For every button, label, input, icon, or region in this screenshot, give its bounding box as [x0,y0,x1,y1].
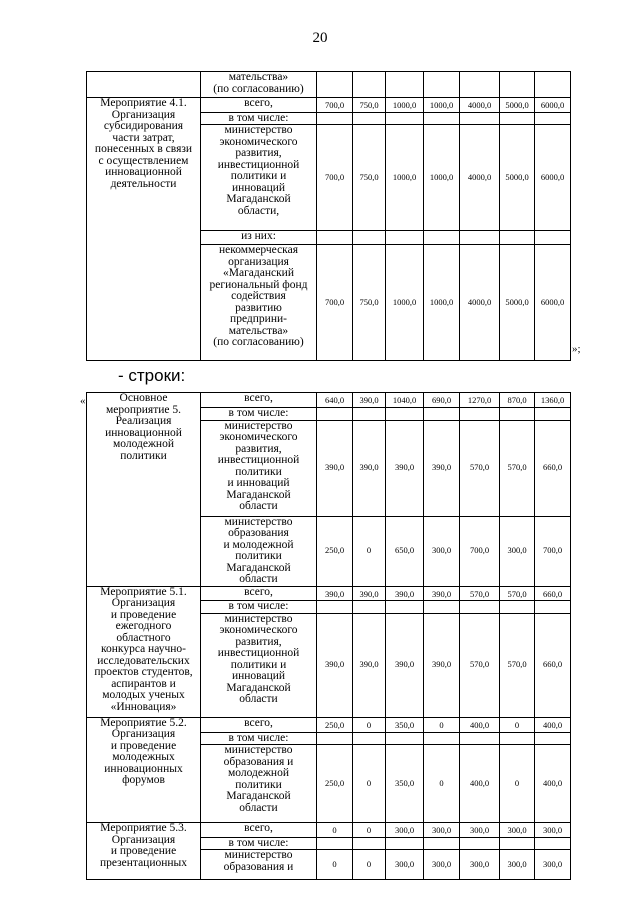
value-cell [424,112,460,125]
executor-cell: министерство образования и [201,850,317,880]
value-cell [460,837,500,850]
value-cell: 0 [353,745,386,823]
value-cell: 390,0 [353,586,386,601]
value-cell: 1000,0 [424,125,460,231]
value-cell [500,601,535,614]
value-cell: 350,0 [386,717,424,732]
activity-name-cell [87,72,201,98]
value-cell [317,837,353,850]
value-cell: 1000,0 [424,245,460,361]
value-cell: 0 [353,823,386,838]
value-cell [353,408,386,421]
value-cell [317,408,353,421]
value-cell [535,601,571,614]
executor-cell: всего, [201,586,317,601]
value-cell: 570,0 [460,420,500,516]
value-cell: 570,0 [500,613,535,717]
value-cell [500,112,535,125]
table-row [87,717,571,732]
value-cell: 390,0 [386,586,424,601]
value-cell: 1040,0 [386,393,424,408]
value-cell [317,231,353,245]
value-cell: 6000,0 [535,245,571,361]
value-cell: 390,0 [317,586,353,601]
value-cell: 350,0 [386,745,424,823]
value-cell: 700,0 [460,516,500,586]
value-cell: 750,0 [353,245,386,361]
executor-cell: в том числе: [201,837,317,850]
value-cell: 390,0 [386,420,424,516]
value-cell [535,231,571,245]
value-cell: 570,0 [500,586,535,601]
closing-quote-mark: »; [572,343,581,355]
value-cell: 700,0 [535,516,571,586]
value-cell: 300,0 [500,516,535,586]
value-cell: 660,0 [535,586,571,601]
value-cell: 300,0 [500,823,535,838]
value-cell [424,72,460,98]
activity-name-cell: Мероприятие 5.2. Организация и проведение молодежных инновационных форумов [87,717,201,823]
value-cell [353,601,386,614]
value-cell: 700,0 [317,98,353,113]
value-cell: 400,0 [535,745,571,823]
value-cell [317,601,353,614]
value-cell: 660,0 [535,420,571,516]
value-cell: 390,0 [353,393,386,408]
value-cell: 6000,0 [535,125,571,231]
value-cell [386,112,424,125]
value-cell [424,601,460,614]
value-cell [386,72,424,98]
value-cell: 6000,0 [535,98,571,113]
table-row [87,98,571,113]
value-cell: 400,0 [460,745,500,823]
executor-cell: министерство образования и молодежной политики Магаданской области [201,516,317,586]
executor-cell: в том числе: [201,601,317,614]
value-cell: 390,0 [317,613,353,717]
value-cell: 570,0 [500,420,535,516]
value-cell: 0 [317,823,353,838]
executor-cell: всего, [201,98,317,113]
value-cell [460,408,500,421]
value-cell: 390,0 [317,420,353,516]
value-cell [386,231,424,245]
value-cell: 750,0 [353,125,386,231]
value-cell [386,408,424,421]
value-cell: 1000,0 [424,98,460,113]
table-row [87,393,571,408]
value-cell: 0 [353,516,386,586]
value-cell [317,732,353,745]
value-cell [424,408,460,421]
section-heading: - строки: [118,366,186,385]
value-cell: 4000,0 [460,125,500,231]
value-cell: 1000,0 [386,98,424,113]
value-cell: 0 [353,717,386,732]
activity-name-cell: Мероприятие 5.3. Организация и проведение презентационных [87,823,201,880]
bottom-table [86,392,571,880]
executor-cell: некоммерческая организация «Магаданский региональный фонд содействия развитию предприни- мательства» (по согласованию) [201,245,317,361]
executor-cell: всего, [201,823,317,838]
opening-quote-mark: « [80,395,86,407]
value-cell: 300,0 [424,823,460,838]
value-cell: 650,0 [386,516,424,586]
executor-cell: из них: [201,231,317,245]
table-row [87,823,571,838]
executor-cell: в том числе: [201,732,317,745]
value-cell [386,732,424,745]
value-cell [460,732,500,745]
value-cell: 250,0 [317,717,353,732]
executor-cell: в том числе: [201,112,317,125]
value-cell [500,408,535,421]
value-cell [424,231,460,245]
value-cell: 390,0 [353,420,386,516]
executor-cell: всего, [201,393,317,408]
value-cell [386,601,424,614]
activity-name-cell: Основное мероприятие 5. Реализация инновационной молодежной политики [87,393,201,587]
value-cell [460,601,500,614]
value-cell: 660,0 [535,613,571,717]
value-cell [535,112,571,125]
value-cell: 300,0 [460,823,500,838]
value-cell [500,837,535,850]
value-cell: 0 [500,717,535,732]
value-cell [317,112,353,125]
value-cell: 5000,0 [500,125,535,231]
value-cell: 390,0 [424,586,460,601]
value-cell: 690,0 [424,393,460,408]
value-cell [535,732,571,745]
value-cell [353,837,386,850]
value-cell: 0 [353,850,386,880]
table-row [87,72,571,98]
value-cell: 5000,0 [500,98,535,113]
value-cell: 390,0 [386,613,424,717]
value-cell [535,408,571,421]
value-cell: 390,0 [424,613,460,717]
value-cell: 1000,0 [386,125,424,231]
value-cell: 300,0 [460,850,500,880]
executor-cell: министерство экономического развития, инвестиционной политики и инноваций Магаданской области, [201,125,317,231]
value-cell: 300,0 [386,850,424,880]
value-cell: 570,0 [460,613,500,717]
value-cell: 390,0 [353,613,386,717]
value-cell [317,72,353,98]
value-cell [535,837,571,850]
value-cell: 870,0 [500,393,535,408]
value-cell: 1000,0 [386,245,424,361]
executor-cell: министерство образования и молодежной политики Магаданской области [201,745,317,823]
value-cell: 300,0 [386,823,424,838]
value-cell: 570,0 [460,586,500,601]
value-cell [535,72,571,98]
value-cell [500,72,535,98]
value-cell: 700,0 [317,125,353,231]
value-cell [424,837,460,850]
value-cell [460,72,500,98]
value-cell [460,231,500,245]
value-cell: 0 [424,745,460,823]
value-cell: 1270,0 [460,393,500,408]
value-cell [353,732,386,745]
value-cell [500,231,535,245]
page-number: 20 [312,30,328,46]
value-cell: 4000,0 [460,98,500,113]
table-row [87,586,571,601]
executor-cell: министерство экономического развития, инвестиционной политики и инноваций Магаданской области [201,613,317,717]
value-cell: 250,0 [317,745,353,823]
value-cell [353,112,386,125]
value-cell [460,112,500,125]
value-cell: 0 [317,850,353,880]
value-cell: 300,0 [535,823,571,838]
value-cell: 4000,0 [460,245,500,361]
value-cell: 300,0 [500,850,535,880]
value-cell [500,732,535,745]
top-table [86,71,571,361]
value-cell: 700,0 [317,245,353,361]
activity-name-cell: Мероприятие 5.1. Организация и проведение ежегодного областного конкурса научно- исследовательских проектов студентов, аспирантов и молодых ученых «Инновация» [87,586,201,717]
value-cell: 300,0 [424,516,460,586]
value-cell: 250,0 [317,516,353,586]
value-cell: 0 [500,745,535,823]
value-cell: 390,0 [424,420,460,516]
value-cell: 640,0 [317,393,353,408]
value-cell [386,837,424,850]
activity-name-cell: Мероприятие 4.1. Организация субсидирования части затрат, понесенных в связи с осуществлением инновационной деятельности [87,98,201,361]
value-cell: 1360,0 [535,393,571,408]
value-cell: 5000,0 [500,245,535,361]
value-cell [353,72,386,98]
value-cell: 300,0 [424,850,460,880]
value-cell: 400,0 [535,717,571,732]
executor-cell: мательства» (по согласованию) [201,72,317,98]
value-cell [353,231,386,245]
executor-cell: министерство экономического развития, инвестиционной политики и инноваций Магаданской области [201,420,317,516]
value-cell: 0 [424,717,460,732]
executor-cell: всего, [201,717,317,732]
value-cell: 300,0 [535,850,571,880]
value-cell: 750,0 [353,98,386,113]
executor-cell: в том числе: [201,408,317,421]
value-cell [424,732,460,745]
value-cell: 400,0 [460,717,500,732]
